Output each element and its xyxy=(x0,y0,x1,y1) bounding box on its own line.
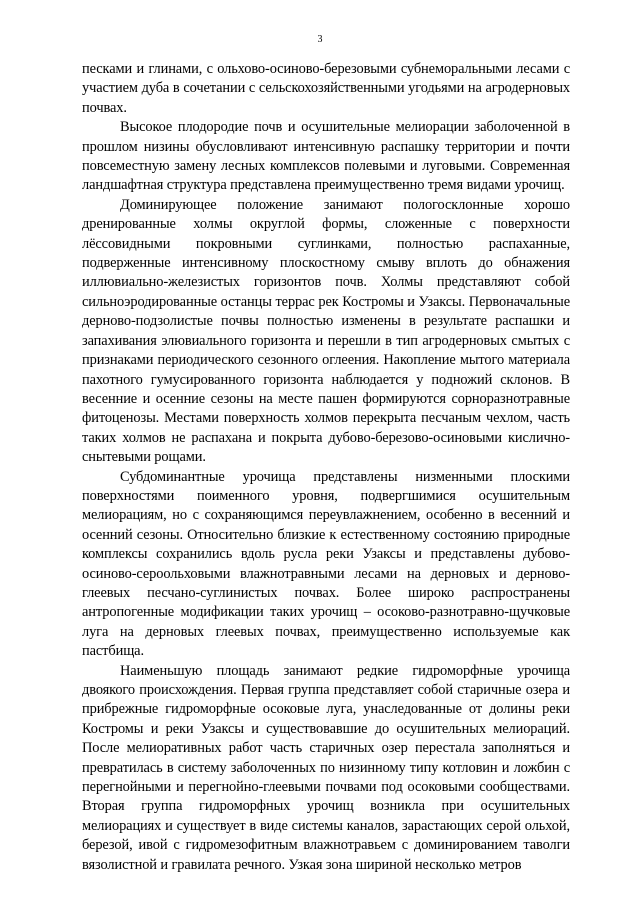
page-number: 3 xyxy=(317,34,323,45)
paragraph-subdominant-tracts: Субдоминантные урочища представлены низменными плоскими поверхностями поименного уровня, подвергшимися осушительным мелиорациям, но с сохраняющимся переувлажнением, особенно в весенний и осенний сезоны. Относительно близкие к естественному состоянию природные комплексы сохранились вдоль русла реки Узаксы и представлены дубово-осиново-сероольховыми влажнотравными лесами на дерновых и дерново-глеевых песчано-суглинистых почвах. Более широко распространены антропогенные модификации таких урочищ – осоково-разнотравно-щучковые луга на дерновых глеевых почвах, преимущественно используемые как пастбища. xyxy=(82,468,570,660)
paragraph-fertility: Высокое плодородие почв и осушительные мелиорации заболоченной в прошлом низины обусловливают интенсивную распашку территории и почти повсеместную замену лесных комплексов полевыми и луговыми. Современная ландшафтная структура представлена преимущественно тремя видами урочищ. xyxy=(82,119,570,194)
paragraph-hydromorphic-tracts: Наименьшую площадь занимают редкие гидроморфные урочища двоякого происхождения. Первая группа представляет собой старичные озера и прибрежные гидроморфные осоковые луга, унаследованные от долины реки Костромы и реки Узаксы и существовавшие до осушительных мелиораций. После мелиоративных работ часть старичных озер перестала заполняться и превратилась в систему заболоченных по низинному типу котловин и ложбин с перегнойными и перегнойно-глеевыми почвами под осоковыми сообществами. Вторая группа гидроморфных урочищ возникла при осушительных мелиорациях и существует в виде системы каналов, зарастающих серой ольхой, березой, ивой с гидромезофитным влажнотравьем с доминированием таволги вязолистной и гравилата речного. Узкая зона шириной несколько метров xyxy=(82,662,570,873)
body-text xyxy=(82,60,570,875)
paragraph-continuation: песками и глинами, с ольхово-осиново-березовыми субнеморальными лесами с участием дуба в сочетании с сельскохозяйственными угодьями на агродерновых почвах. xyxy=(82,61,570,116)
paragraph-dominant-tracts: Доминирующее положение занимают пологосклонные хорошо дренированные холмы округлой формы, сложенные с поверхности лёссовидными покровными суглинками, полностью распаханные, подверженные интенсивному плоскостному смыву вплоть до обнажения иллювиально-железистых горизонтов почв. Холмы представляют собой сильноэродированные останцы террас рек Костромы и Узаксы. Первоначальные дерново-подзолистые почвы полностью изменены в результате распашки и запахивания элювиального горизонта и перешли в тип агродерновых смытых с признаками периодического сезонного оглеения. Накопление мытого материала пахотного гумусированного горизонта наблюдается у подножий склонов. В весенние и осенние сезоны на месте пашен формируются сорноразнотравные фитоценозы. Местами поверхность холмов перекрыта песчаным чехлом, часть таких холмов не распахана и покрыта дубово-березово-осиновыми кислично-снытевыми рощами. xyxy=(82,196,570,466)
